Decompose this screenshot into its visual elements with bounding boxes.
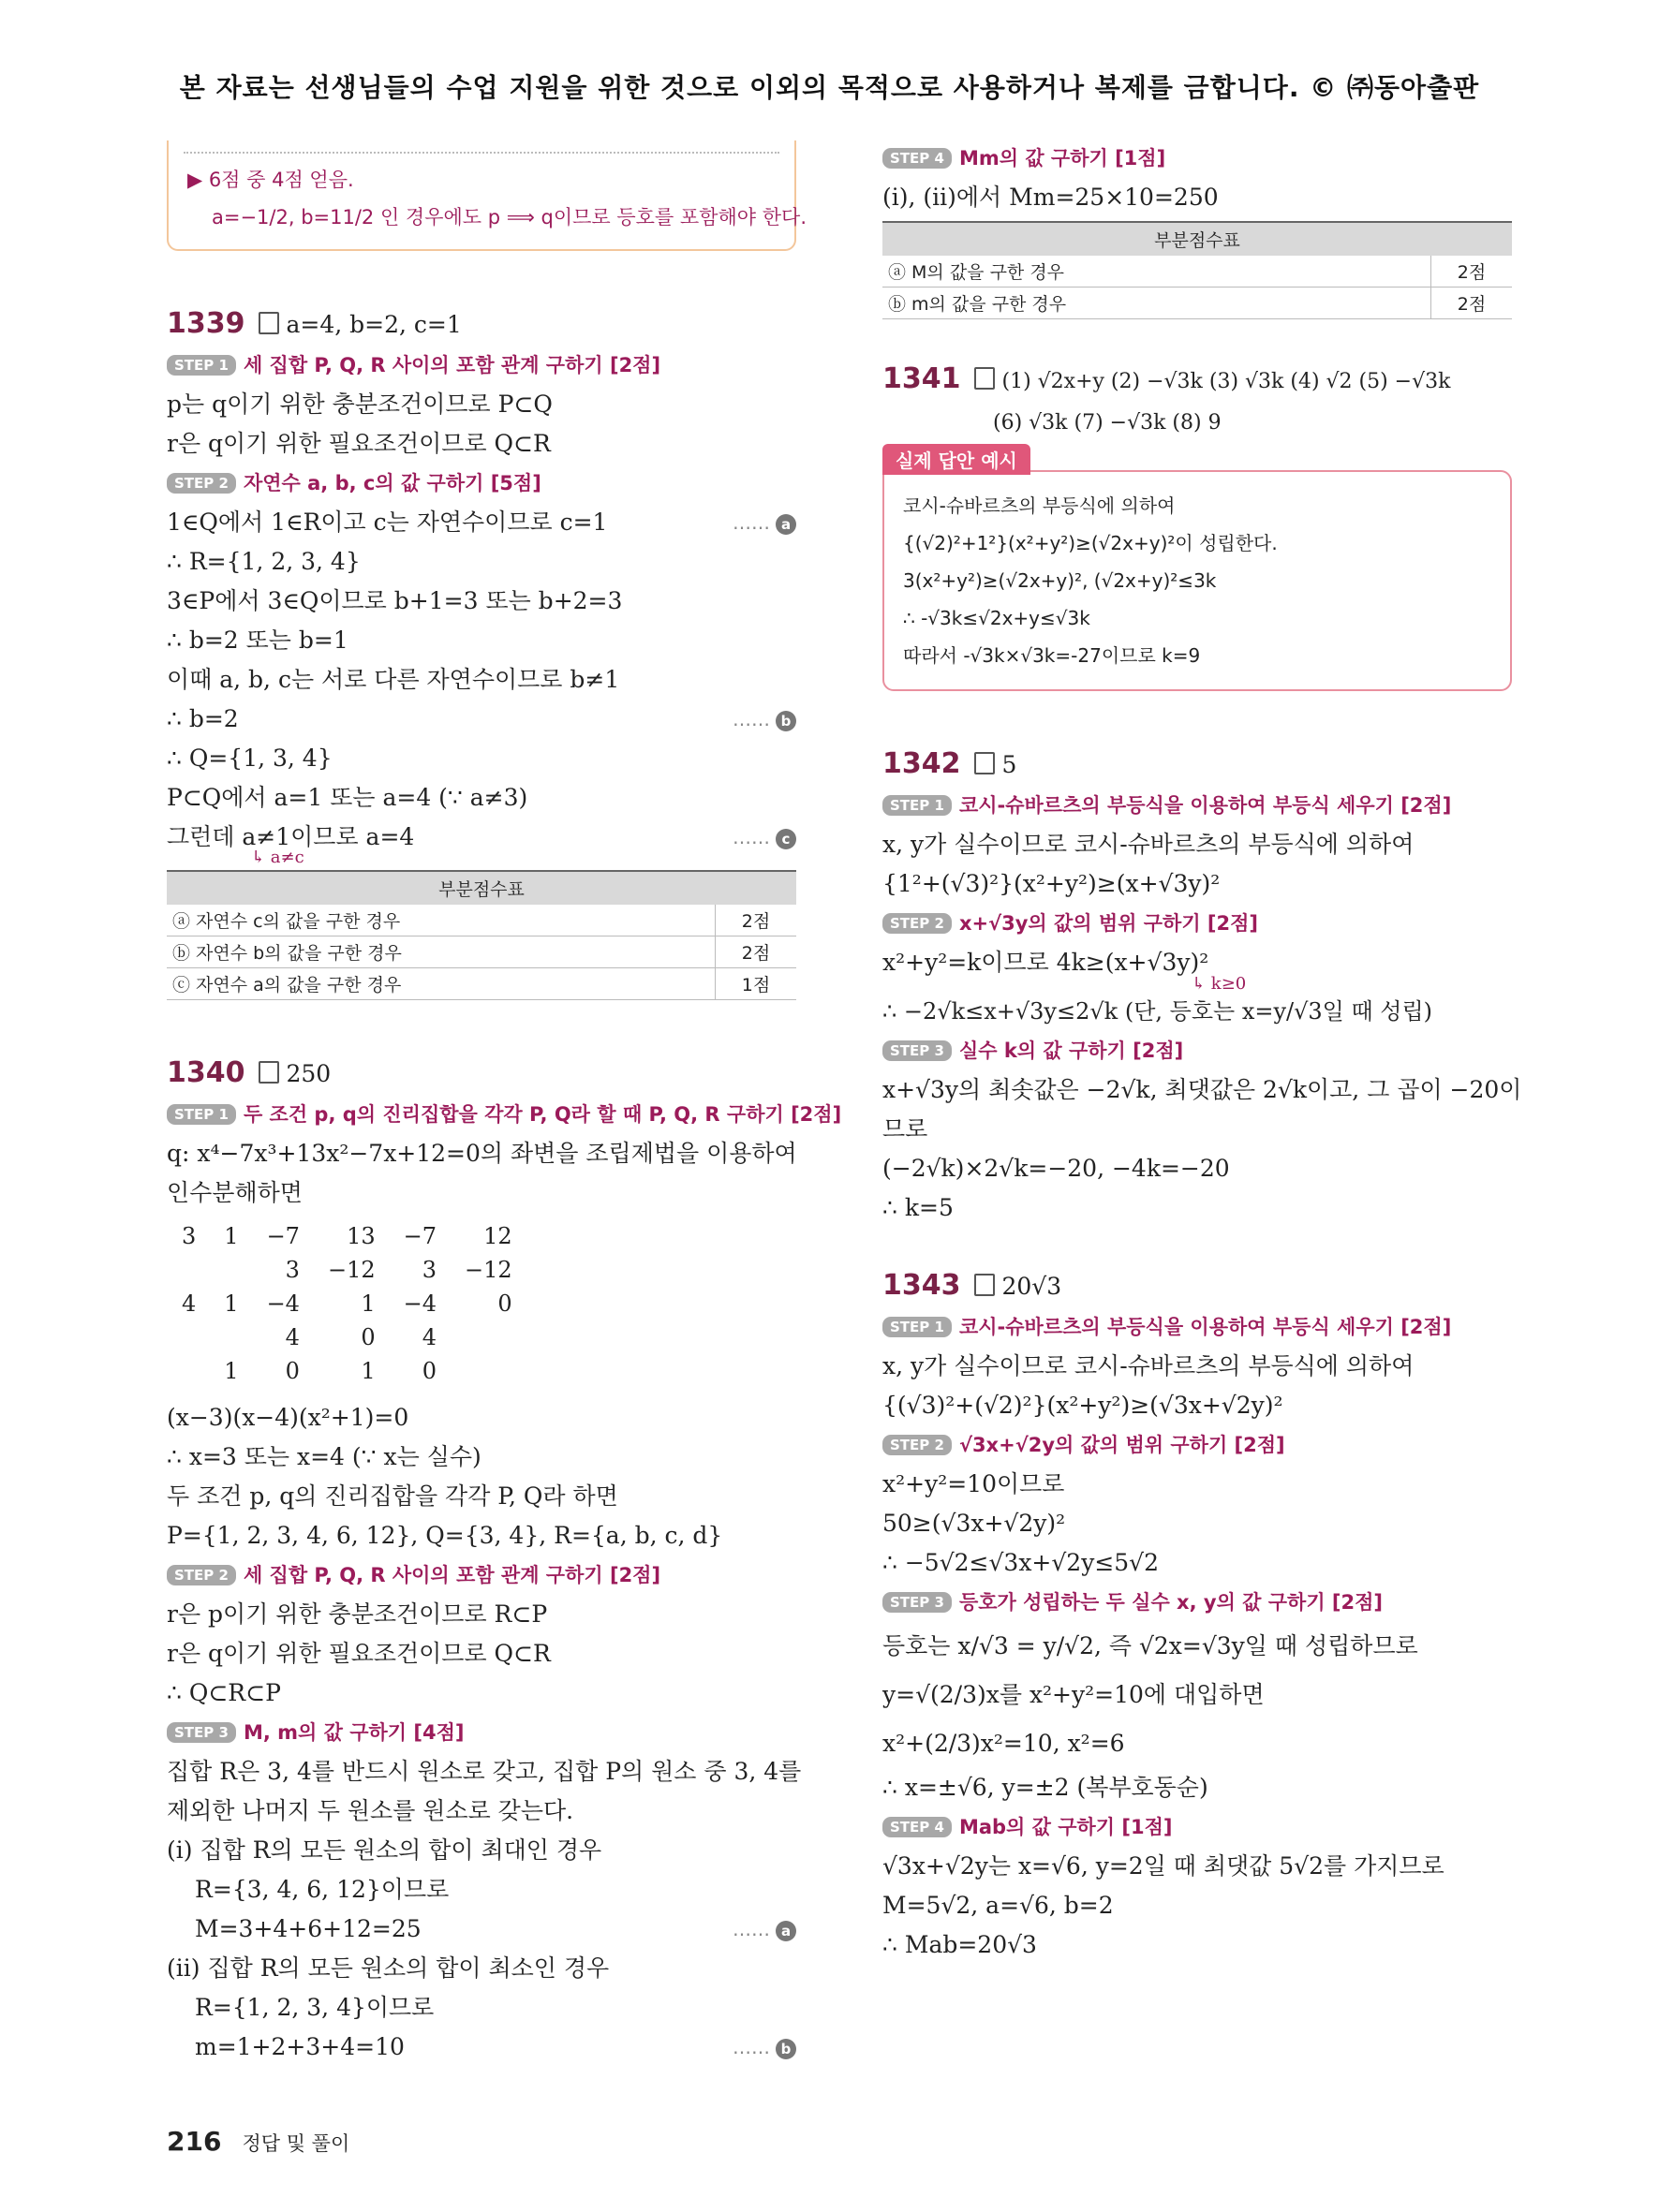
step-tag: STEP 3 xyxy=(882,1592,952,1613)
step-tag: STEP 1 xyxy=(167,355,236,376)
text-line: 인수분해하면 xyxy=(167,1179,303,1206)
step-tag: STEP 2 xyxy=(882,913,952,934)
text-line: ∴ −2√k≤x+√3y≤2√k (단, 등호는 x=y/√3일 때 성립) xyxy=(882,998,1433,1025)
footer-label: 정답 및 풀이 xyxy=(242,2132,350,2155)
answer-icon xyxy=(974,1274,995,1296)
step-tag: STEP 2 xyxy=(167,1565,236,1585)
step-heading: STEP 2 x+√3y의 값의 범위 구하기 [2점] xyxy=(882,904,1512,943)
answer-icon xyxy=(259,1061,279,1084)
step-heading: STEP 1 코시-슈바르츠의 부등식을 이용하여 부등식 세우기 [2점] xyxy=(882,1307,1512,1347)
step-tag: STEP 4 xyxy=(882,148,952,169)
step-heading: STEP 3 등호가 성립하는 두 실수 x, y의 값 구하기 [2점] xyxy=(882,1583,1512,1622)
text-line: 집합 R은 3, 4를 반드시 원소로 갖고, 집합 P의 원소 중 3, 4를 xyxy=(167,1758,802,1785)
step-tag: STEP 1 xyxy=(882,795,952,816)
handwritten-line: ∴ -√3k≤√2x+y≤√3k xyxy=(903,607,1090,629)
text-line: (x−3)(x−4)(x²+1)=0 xyxy=(167,1404,409,1431)
text-line: q: x⁴−7x³+13x²−7x+12=0의 좌변을 조립제법을 이용하여 xyxy=(167,1140,797,1167)
text-line: 50≥(√3x+√2y)² xyxy=(882,1510,1066,1537)
text-line: {1²+(√3)²}(x²+y²)≥(x+√3y)² xyxy=(882,870,1221,897)
partial-score-table: 부분점수표 ⓐ M의 값을 구한 경우 2점 ⓑ m의 값을 구한 경우 2점 xyxy=(882,221,1512,319)
right-column xyxy=(882,139,1522,1965)
text-line: ∴ Q={1, 3, 4} xyxy=(167,745,333,772)
answer: 250 xyxy=(286,1060,332,1087)
text-line: R={3, 4, 6, 12}이므로 xyxy=(195,1876,450,1903)
text-line: M=5√2, a=√6, b=2 xyxy=(882,1892,1114,1919)
text-line: ∴ b=2 …… b xyxy=(167,700,796,739)
problem-1342-header xyxy=(882,744,1512,786)
text-line: ∴ k=5 xyxy=(882,1194,954,1221)
step-tag: STEP 2 xyxy=(882,1435,952,1455)
text-line: r은 p이기 위한 충분조건이므로 R⊂P xyxy=(167,1600,548,1628)
note-line: ▶ 6점 중 4점 얻음. xyxy=(187,169,354,191)
text-line: x²+y²=10이므로 xyxy=(882,1470,1065,1497)
partial-score-table: 부분점수표 ⓐ 자연수 c의 값을 구한 경우 2점 ⓑ 자연수 b의 값을 구한 경우 2점 ⓒ 자연수 a의 값을 구한 경우 1점 xyxy=(167,870,796,1000)
problem-number: 1339 xyxy=(167,307,245,340)
real-answer-example xyxy=(882,450,1512,691)
text-line: 이때 a, b, c는 서로 다른 자연수이므로 b≠1 xyxy=(167,666,620,693)
problem-1341-header xyxy=(882,359,1512,403)
text-line: (i), (ii)에서 Mm=25×10=250 xyxy=(882,184,1219,211)
step-tag: STEP 4 xyxy=(882,1817,952,1837)
text-line: (−2√k)×2√k=−20, −4k=−20 xyxy=(882,1155,1230,1182)
marker-c: …… c xyxy=(733,818,796,857)
step-heading: STEP 3 실수 k의 값 구하기 [2점] xyxy=(882,1031,1512,1070)
marker-b: …… b xyxy=(733,2028,796,2067)
step-heading: STEP 4 Mab의 값 구하기 [1점] xyxy=(882,1807,1512,1847)
problem-number: 1340 xyxy=(167,1056,245,1089)
left-column xyxy=(167,140,842,2067)
page-number: 216 xyxy=(167,2126,222,2157)
marker-a: …… a xyxy=(733,1910,796,1949)
text-line: 두 조건 p, q의 진리집합을 각각 P, Q라 하면 xyxy=(167,1482,618,1510)
problem-number: 1341 xyxy=(882,362,961,395)
text-line: 그런데 a≠1이므로 a=4 …… c xyxy=(167,818,796,857)
prev-answer-note xyxy=(167,140,807,251)
text-line: P⊂Q에서 a=1 또는 a=4 (∵ a≠3) xyxy=(167,784,528,811)
answer-cont: (6) √3k (7) −√3k (8) 9 xyxy=(993,411,1222,435)
text-line: x+√3y의 최솟값은 −2√k, 최댓값은 2√k이고, 그 곱이 −20이 xyxy=(882,1076,1522,1103)
text-line: 제외한 나머지 두 원소를 원소로 갖는다. xyxy=(167,1797,574,1824)
annotation: ↳ k≥0 xyxy=(1192,974,1247,994)
problem-1343-header xyxy=(882,1265,1512,1307)
text-line: (i) 집합 R의 모든 원소의 합이 최대인 경우 xyxy=(167,1836,602,1864)
step-heading: STEP 2 √3x+√2y의 값의 범위 구하기 [2점] xyxy=(882,1425,1512,1465)
step-tag: STEP 1 xyxy=(882,1317,952,1337)
text-line: R={1, 2, 3, 4}이므로 xyxy=(195,1994,435,2021)
text-line: {(√3)²+(√2)²}(x²+y²)≥(√3x+√2y)² xyxy=(882,1392,1283,1419)
step-heading: STEP 2 자연수 a, b, c의 값 구하기 [5점] xyxy=(167,464,796,503)
answer-icon xyxy=(974,367,995,390)
text-line: y=√(2/3)x를 x²+y²=10에 대입하면 xyxy=(882,1681,1265,1708)
text-line: √3x+√2y는 x=√6, y=2일 때 최댓값 5√2를 가지므로 xyxy=(882,1852,1444,1880)
handwritten-line: 3(x²+y²)≥(√2x+y)², (√2x+y)²≤3k xyxy=(903,569,1217,592)
text-line: ∴ b=2 또는 b=1 xyxy=(167,627,348,654)
note-line: a=−1/2, b=11/2 인 경우에도 p ⟹ q이므로 등호를 포함해야 한다. xyxy=(212,206,807,229)
marker-b: …… b xyxy=(733,700,796,739)
text-line: ∴ x=3 또는 x=4 (∵ x는 실수) xyxy=(167,1443,481,1470)
answer-icon xyxy=(259,312,279,334)
text-line: 등호는 x/√3 = y/√2, 즉 √2x=√3y일 때 성립하므로 xyxy=(882,1632,1418,1659)
answer: 20√3 xyxy=(1001,1273,1062,1300)
answer: (1) √2x+y (2) −√3k (3) √3k (4) √2 (5) −√3k xyxy=(1001,370,1451,393)
step-heading: STEP 2 세 집합 P, Q, R 사이의 포함 관계 구하기 [2점] xyxy=(167,1556,796,1595)
step-heading: STEP 1 세 집합 P, Q, R 사이의 포함 관계 구하기 [2점] xyxy=(167,346,796,385)
step-tag: STEP 2 xyxy=(167,473,236,494)
handwritten-line: {(√2)²+1²}(x²+y²)≥(√2x+y)²이 성립한다. xyxy=(903,532,1278,554)
handwritten-line: 따라서 -√3k×√3k=-27이므로 k=9 xyxy=(903,644,1201,667)
step-heading: STEP 4 Mm의 값 구하기 [1점] xyxy=(882,139,1512,178)
text-line: r은 q이기 위한 필요조건이므로 Q⊂R xyxy=(167,1640,551,1667)
text-line: p는 q이기 위한 충분조건이므로 P⊂Q xyxy=(167,391,553,418)
text-line: (ii) 집합 R의 모든 원소의 합이 최소인 경우 xyxy=(167,1954,610,1982)
divider xyxy=(184,152,779,154)
text-line: ∴ x=±√6, y=±2 (복부호동순) xyxy=(882,1774,1208,1801)
handwritten-line: 코시-슈바르츠의 부등식에 의하여 xyxy=(903,494,1176,517)
text-line: x²+(2/3)x²=10, x²=6 xyxy=(882,1730,1125,1757)
text-line: x²+y²=k이므로 4k≥(x+√3y)² xyxy=(882,949,1209,976)
step-tag: STEP 3 xyxy=(882,1040,952,1061)
answer-icon xyxy=(974,752,995,774)
step-heading: STEP 1 코시-슈바르츠의 부등식을 이용하여 부등식 세우기 [2점] xyxy=(882,786,1512,825)
step-heading: STEP 1 두 조건 p, q의 진리집합을 각각 P, Q라 할 때 P, Q, R 구하기 [2점] xyxy=(167,1095,796,1134)
problem-number: 1342 xyxy=(882,747,961,780)
text-line: x, y가 실수이므로 코시-슈바르츠의 부등식에 의하여 xyxy=(882,831,1415,858)
synthetic-division: 3 1 −7 13 −7 12 3 −12 3 −12 4 1 −4 1 −4 0 4 0 4 1 0 1 0 xyxy=(182,1223,512,1384)
answer: a=4, b=2, c=1 xyxy=(286,311,462,338)
text-line: M=3+4+6+12=25 …… a xyxy=(167,1910,796,1949)
text-line: 3∈P에서 3∈Q이므로 b+1=3 또는 b+2=3 xyxy=(167,587,623,614)
text-line: m=1+2+3+4=10 …… b xyxy=(167,2028,796,2067)
page-footer xyxy=(167,2126,349,2157)
text-line: 므로 xyxy=(882,1115,928,1143)
text-line: ∴ Mab=20√3 xyxy=(882,1931,1037,1958)
text-line: 1∈Q에서 1∈R이고 c는 자연수이므로 c=1 …… a xyxy=(167,503,796,542)
text-line: P={1, 2, 3, 4, 6, 12}, Q={3, 4}, R={a, b, c, d} xyxy=(167,1522,723,1549)
copyright-banner: 본 자료는 선생님들의 수업 지원을 위한 것으로 이외의 목적으로 사용하거나 복제를 금합니다. © ㈜동아출판 xyxy=(179,72,1480,103)
text-line: r은 q이기 위한 필요조건이므로 Q⊂R xyxy=(167,430,551,457)
text-line: ∴ Q⊂R⊂P xyxy=(167,1679,281,1706)
text-line: x, y가 실수이므로 코시-슈바르츠의 부등식에 의하여 xyxy=(882,1352,1415,1379)
text-line: ∴ R={1, 2, 3, 4} xyxy=(167,548,361,575)
marker-a: …… a xyxy=(733,503,796,542)
step-heading: STEP 3 M, m의 값 구하기 [4점] xyxy=(167,1713,796,1752)
step-tag: STEP 3 xyxy=(167,1722,236,1743)
real-answer-tab: 실제 답안 예시 xyxy=(882,444,1030,475)
problem-1340-header xyxy=(167,1053,796,1095)
problem-number: 1343 xyxy=(882,1269,961,1302)
answer: 5 xyxy=(1001,751,1017,778)
text-line: ∴ −5√2≤√3x+√2y≤5√2 xyxy=(882,1549,1160,1576)
problem-1339-header xyxy=(167,303,796,346)
annotation: ↳ a≠c xyxy=(251,848,304,867)
step-tag: STEP 1 xyxy=(167,1104,236,1125)
